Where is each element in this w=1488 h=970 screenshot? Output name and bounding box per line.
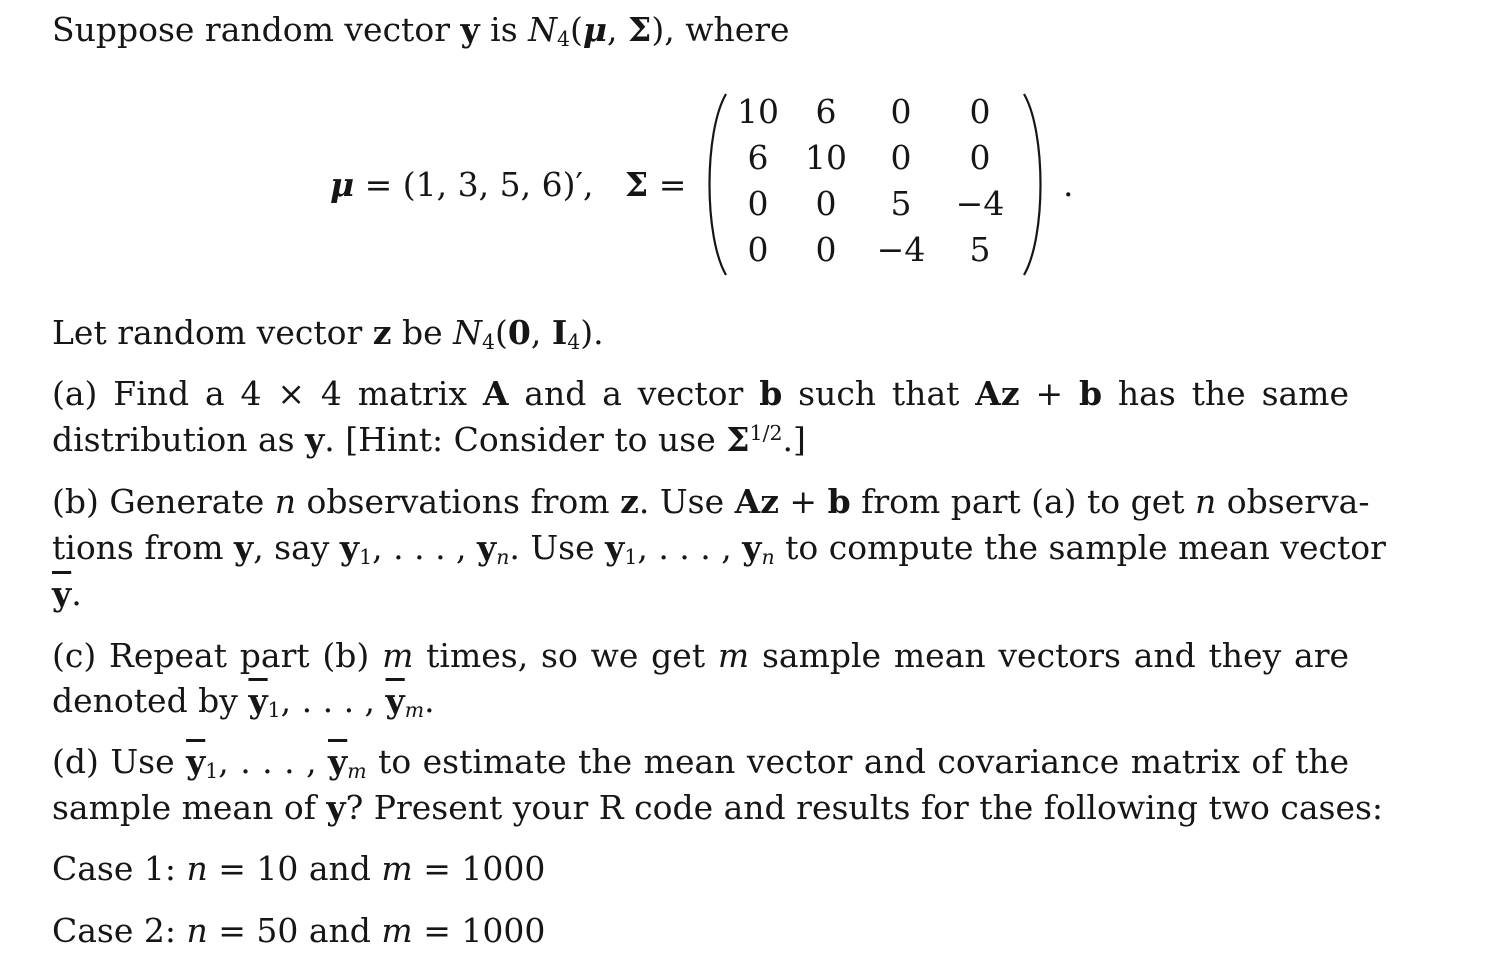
matrix-cell: 10 (737, 92, 779, 131)
part-b-line-1: (b) Generate n observations from z. Use Az + b from part (a) to get n observa- (52, 482, 1370, 521)
matrix-cell: 0 (890, 138, 912, 177)
part-a-line-1: (a) Find a 4 × 4 matrix A and a vector b such that Az + b has the same (52, 374, 1350, 413)
part-b-line-2: tions from y, say $y_1$, . . . , $y_n$. Use $y_1$, . . . , $y_n$ to compute the sample mean vector (52, 528, 1386, 570)
let-line: Let random vector z be $N_4(0$, $I_4$). (52, 313, 604, 355)
covariance-matrix (700, 92, 1050, 277)
matrix-cell: 6 (815, 92, 837, 131)
matrix-cell: 10 (805, 138, 847, 177)
part-c-line-2: denoted by $\overline{y}_1$, . . . , $\overline{y}_m$. (52, 681, 435, 723)
matrix-cell: 0 (969, 138, 991, 177)
case-2: Case 2: n = 50 and m = 1000 (52, 911, 546, 950)
matrix-cell: 5 (969, 230, 991, 269)
matrix-period: . (1063, 165, 1074, 204)
matrix-cell: 0 (890, 92, 912, 131)
left-paren (700, 92, 730, 277)
part-b-line-3: $\overline{y}$. (52, 574, 82, 613)
display-equation: μ = (1, 3, 5, 6)′, Σ = (330, 165, 687, 204)
matrix-cell: 0 (815, 184, 837, 223)
matrix-cell: 6 (747, 138, 769, 177)
case-1: Case 1: n = 10 and m = 1000 (52, 849, 546, 888)
intro-line: Suppose random vector y is $N_4(\mu$, Σ), where (52, 10, 790, 52)
right-paren (1020, 92, 1050, 277)
part-d-line-2: sample mean of y? Present your R code and results for the following two cases: (52, 788, 1384, 827)
matrix-cell: 0 (747, 230, 769, 269)
matrix-cell: 0 (815, 230, 837, 269)
part-c-line-1: (c) Repeat part (b) m times, so we get m sample mean vectors and they are (52, 636, 1349, 675)
matrix-cell: −4 (876, 230, 926, 269)
matrix-cell: 0 (969, 92, 991, 131)
matrix-cell: 5 (890, 184, 912, 223)
part-a-line-2: distribution as y. [Hint: Consider to use $\Sigma^{1/2}$.] (52, 420, 806, 459)
part-d-line-1: (d) Use $\overline{y}_1$, . . . , $\overline{y}_m$ to estimate the mean vector and covariance matrix of the (52, 742, 1349, 784)
matrix-cell: 0 (747, 184, 769, 223)
matrix-cell: −4 (955, 184, 1005, 223)
